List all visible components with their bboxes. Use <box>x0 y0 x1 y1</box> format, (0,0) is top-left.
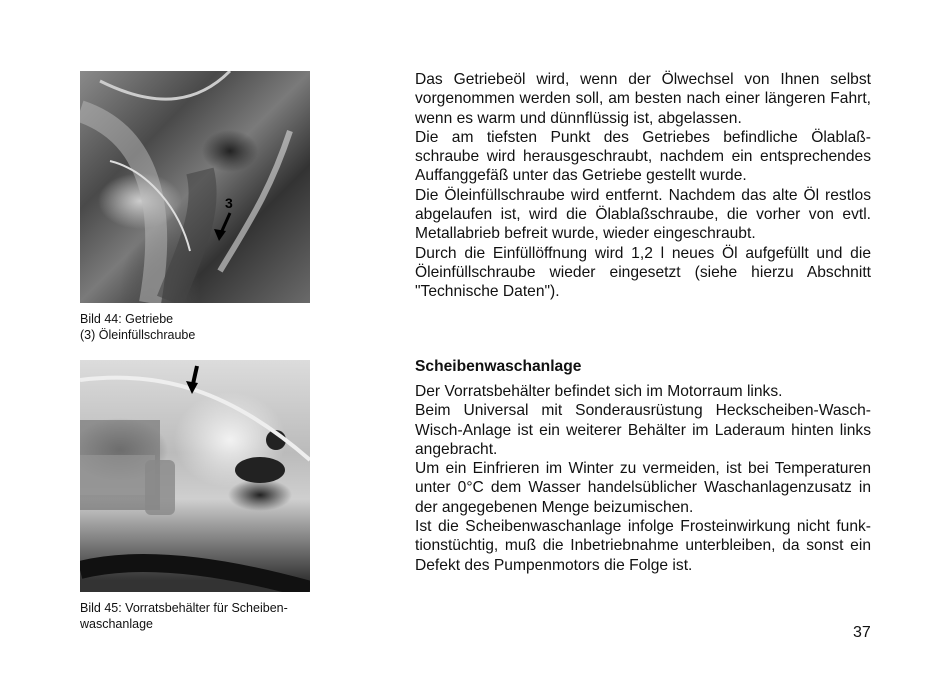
figure-44-caption <box>80 311 195 343</box>
caption-line: waschanlage <box>80 617 153 631</box>
paragraph: Um ein Einfrieren im Winter zu vermeiden, ist bei Temperaturen unter 0°C dem Wasser handelsüblicher Waschanlagenzusatz in der angegebenen Menge beizumischen. <box>415 460 871 516</box>
section-heading: Scheibenwaschanlage <box>415 358 582 375</box>
photo-illustration <box>80 71 310 303</box>
paragraph: Beim Universal mit Sonderausrüstung Heckscheiben-Wasch-Wisch-Anlage ist ein weiterer Behälter im Laderaum hinten links angebracht. <box>415 402 871 458</box>
paragraph: Die Öleinfüllschraube wird entfernt. Nachdem das alte Öl restlos abgelaufen ist, wird die Ölablaßschraube, die vorher von evtl. Metallabrieb befreit wurde, wieder eingeschraubt. <box>415 186 871 243</box>
figure-44-photo-gearbox <box>80 71 310 303</box>
paragraph: Die am tiefsten Punkt des Getriebes befindliche Ölablaß-schraube wird herausgeschraubt, nachdem ein entsprechendes Auffanggefäß unter das Getriebe gestellt wurde. <box>415 128 871 185</box>
caption-line: Bild 44: Getriebe <box>80 312 174 326</box>
washer-system-section <box>415 382 871 575</box>
figure-marker-label: 3 <box>225 195 233 211</box>
photo-illustration <box>80 360 310 592</box>
figure-45-caption <box>80 600 288 632</box>
paragraph: Der Vorratsbehälter befindet sich im Motorraum links. <box>415 383 783 400</box>
caption-line: Bild 45: Vorratsbehälter für Scheiben- <box>80 601 288 615</box>
figure-45-photo-washer-reservoir <box>80 360 310 592</box>
paragraph: Das Getriebeöl wird, wenn der Ölwechsel von Ihnen selbst vorgenommen werden soll, am besten nach einer längeren Fahrt, wenn es warm und dünnflüssig ist, abgelassen. <box>415 71 871 127</box>
caption-line: (3) Öleinfüllschraube <box>80 328 196 342</box>
gearbox-oil-section <box>415 70 871 302</box>
page-number: 37 <box>853 624 871 641</box>
arrow-icon <box>214 213 230 241</box>
paragraph: Durch die Einfüllöffnung wird 1,2 l neues Öl aufgefüllt und die Öleinfüllschraube wieder eingesetzt (siehe hierzu Abschnitt "Technische Daten"). <box>415 244 871 301</box>
paragraph: Ist die Scheibenwaschanlage infolge Frosteinwirkung nicht funk-tionstüchtig, muß die Inbetriebnahme unterbleiben, da sonst ein Defekt des Pumpenmotors die Folge ist. <box>415 518 871 574</box>
